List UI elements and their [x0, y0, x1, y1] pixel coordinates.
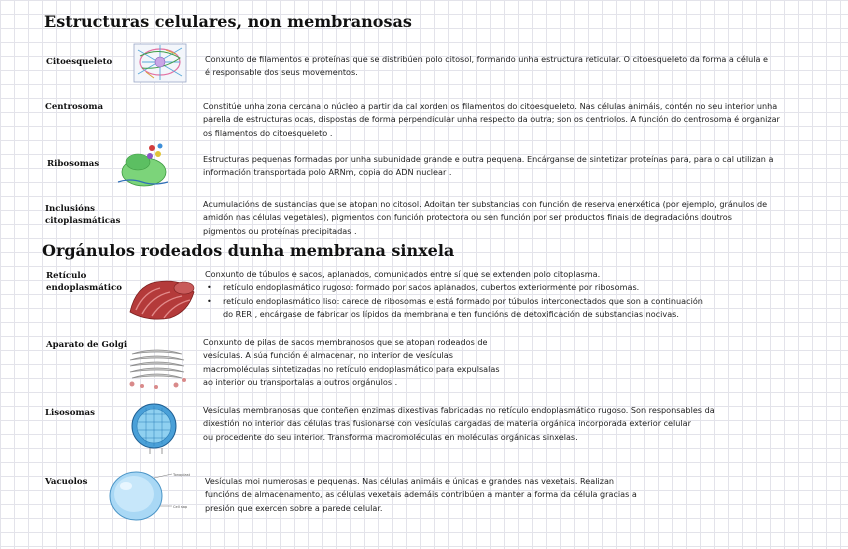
term-ribosomas: Ribosomas [47, 159, 100, 169]
term-inclusions: Inclusións citoplasmáticas [45, 204, 121, 226]
section-title-non-membranous: Estructuras celulares, non membranosas [44, 12, 412, 31]
tonoplast-label: Tonoplast [173, 473, 191, 477]
section-title-single-membrane: Orgánulos rodeados dunha membrana sinxela [42, 241, 455, 260]
cytoskeleton-illustration [132, 42, 188, 84]
vacuole-illustration [106, 468, 192, 524]
bullet-rel: • retículo endoplasmático liso: carece de ribosomas e está formado por túbulos interconectados que son a continuación [205, 295, 703, 308]
term-reticulo-endoplasmatico: Retículo endoplasmático [46, 271, 122, 293]
golgi-apparatus-illustration [126, 344, 188, 390]
term-citoesqueleto: Citoesqueleto [46, 57, 113, 67]
description-centrosoma: Constitúe unha zona cercana o núcleo a partir da cal xorden os filamentos do citoesqueleto. Nas células animáis, contén no seu interior unha parella de estructuras ocas, dispostas de forma perpendicular unha respecto da outra; son os centriolos. A función do centrosoma é organizar os filamentos do citoesqueleto . [203, 101, 780, 138]
term-vacuolos: Vacuolos [45, 477, 88, 487]
bullet-rer: • retículo endoplasmático rugoso: formado por sacos aplanados, cubertos exteriormente por ribosomas. [205, 281, 703, 294]
description-aparato-de-golgi: Conxunto de pilas de sacos membranosos que se atopan rodeados de vesículas. A súa función é almacenar, no interior de vesículas macromoléculas sintetizadas no retículo endoplasmático para expulsalas ao interior ou transportalas a outros orgánulos . [203, 337, 500, 387]
description-ribosomas: Estructuras pequenas formadas por unha subunidade grande e outra pequena. Encárganse de sintetizar proteínas para, para o cal utilizan a información transportada polo ARNm, copia do ADN nuclear . [203, 154, 774, 178]
description-vacuolos: Vesículas moi numerosas e pequenas. Nas células animáis e únicas e grandes nas vexetais. Realizan funcións de almacenamento, as células vexetais ademáis contribúen a manter a forma da célula gracias a presión que exercen sobre a parede celular. [205, 476, 637, 513]
description-citoesqueleto: Conxunto de filamentos e proteínas que se distribúen polo citosol, formando unha estructura reticular. O citoesqueleto da forma a célula e é responsable dos seus movementos. [205, 54, 768, 78]
term-centrosoma: Centrosoma [45, 102, 104, 112]
term-lisosomas: Lisosomas [45, 408, 95, 418]
cell-sap-label: Cell sap [173, 505, 188, 509]
ribosome-illustration [114, 142, 172, 190]
lysosome-illustration [128, 398, 180, 456]
term-aparato-de-golgi: Aparato de Golgi [46, 340, 128, 350]
endoplasmic-reticulum-illustration [126, 272, 198, 322]
description-reticulo-endoplasmatico: Conxunto de túbulos e sacos, aplanados, comunicados entre sí que se extenden polo citoplasma. • retículo endoplasmático rugoso: formado por sacos aplanados, cubertos exteriormente por ribosomas. • retículo endoplasmático liso: carece de ribosomas e está formado por túbulos interconectados que son a continuación do RER , encárgase de fabricar os lípidos da membrana e ten funcións de detoxificación de substancias nocivas. [205, 268, 703, 321]
description-lisosomas: Vesículas membranosas que conteñen enzimas dixestivas fabricadas no retículo endoplasmático rugoso. Son responsables da dixestión no interior das células tras fusionarse con vesículas cargadas de materia orgánica incorporada exterior celular ou procedente do seu interior. Transforma macromoléculas en moléculas orgánicas sinxelas. [203, 405, 715, 442]
description-inclusions: Acumulacións de sustancias que se atopan no citosol. Adoitan ter substancias con función de reserva enerxética (por ejemplo, gránulos de amidón nas células vegetales), pigmentos con función protectora ou sen función por ser productos finais de degradacións doutros pigmentos ou proteínas precipitadas . [203, 199, 768, 236]
